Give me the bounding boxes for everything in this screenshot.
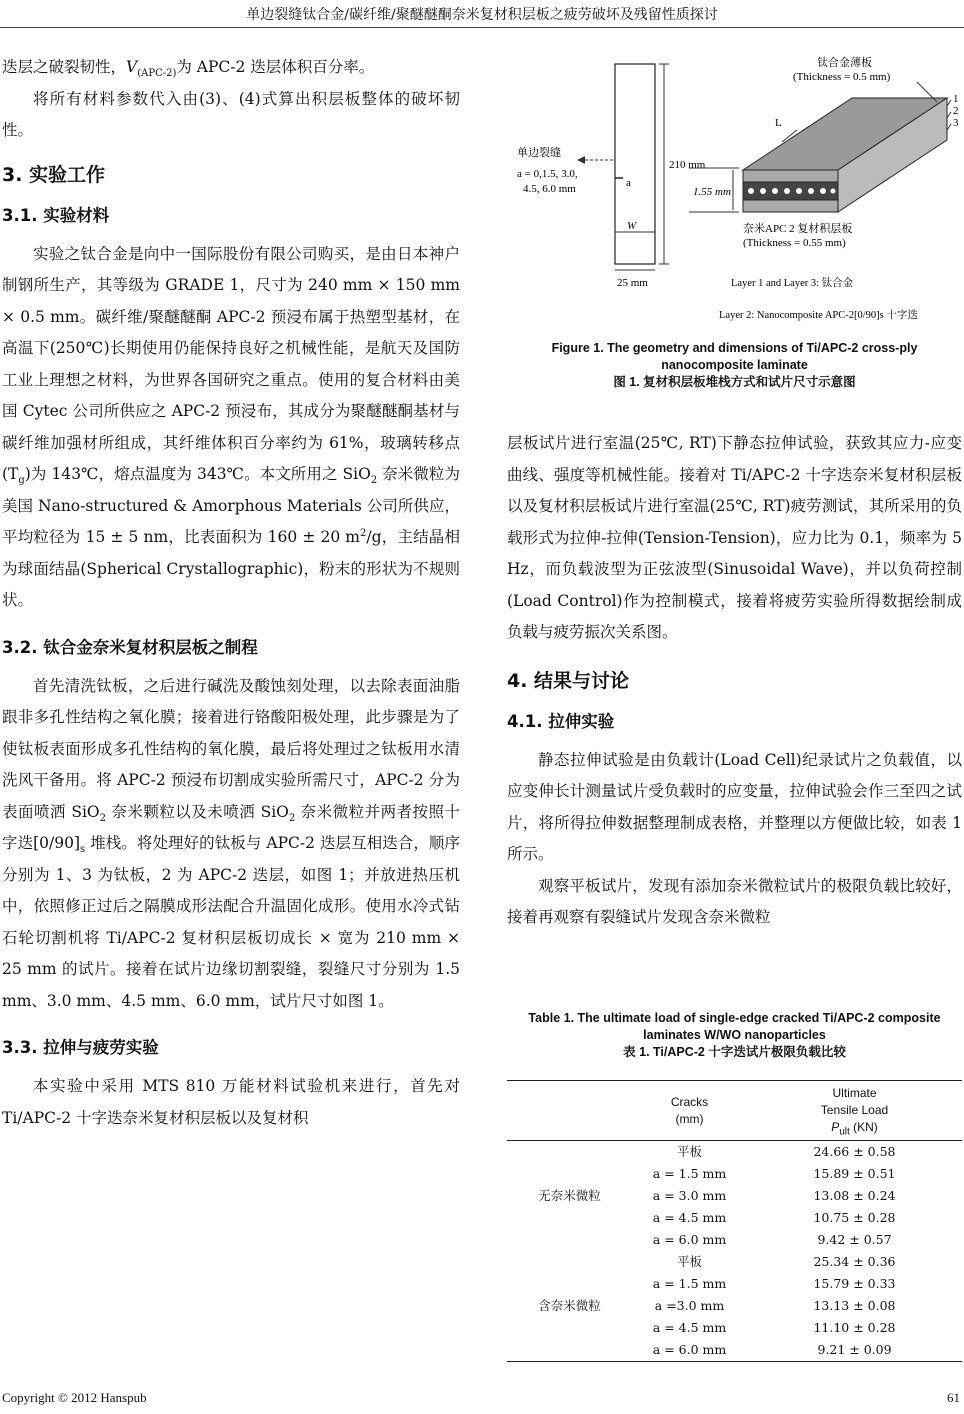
header-rule (0, 27, 964, 28)
laminate-diagram (507, 52, 962, 324)
table-cell: 10.75 ± 0.28 (813, 1210, 896, 1225)
figure-caption-en: Figure 1. The geometry and dimensions of Ti/APC-2 cross-ply nanocomposite laminate (551, 341, 918, 372)
paragraph: 将所有材料参数代入由(3)、(4)式算出积层板整体的破坏韧性。 (2, 89, 460, 139)
paragraph: 迭层之破裂韧性，$V_{(APC-2)}$为 APC-2 迭层体积百分率。 (2, 58, 375, 80)
section-heading-4: 4. 结果与讨论 (507, 669, 630, 692)
table-caption-zh: 表 1. Ti/APC-2 十字迭试片极限负载比较 (623, 1045, 846, 1059)
paragraph: 本实验中采用 MTS 810 万能材料试验机来进行，首先对 Ti/APC-2 十字迭奈米复材积层板以及复材积 (2, 1077, 460, 1127)
running-header: 单边裂缝钛合金/碳纤维/聚醚醚酮奈米复材积层板之疲劳破坏及残留性质探讨 (246, 7, 718, 23)
figure-caption-zh: 图 1. 复材积层板堆栈方式和试片尺寸示意图 (613, 375, 856, 389)
paragraph: 首先清洗钛板，之后进行碱洗及酸蚀刻处理，以去除表面油脂跟非多孔性结构之氧化膜；接着进行铬酸阳极处理，此步骤是为了使钛板表面形成多孔性结构的氧化膜，最后将处理过之钛板用水清洗风干备用。将 APC-2 预浸布切割成实验所需尺寸，APC-2 分为表面喷洒 SiO$_2$ 奈米颗粒以及未喷洒 SiO$_2$ 奈米微粒并两者按照十字迭$[0/90]_s$ 堆栈。将处理好的钛板与 APC-2 迭层互相迭合，顺序分别为 1、3 为钛板，2 为 APC-2 迭层，如图 1；并放进热压机中，依照修正过后之隔膜成形法配合升温固化成形。使用水冷式钻石轮切割机将 Ti/APC-2 复材积层板切成长 × 宽为 210 mm × 25 mm 的试片。接着在试片边缘切割裂缝，裂缝尺寸分别为 1.5 mm、3.0 mm、4.5 mm、6.0 mm，试片尺寸如图 1。 (2, 676, 460, 1010)
crack-label: 单边裂缝 (517, 147, 561, 159)
footer-page-number: 61 (947, 1390, 960, 1405)
section-heading-3: 3. 实验工作 (2, 163, 106, 186)
crack-sizes-2: 4.5, 6.0 mm (523, 183, 576, 195)
table-cell: 15.79 ± 0.33 (813, 1276, 896, 1291)
paragraph: 观察平板试片，发现有添加奈米微粒试片的极限负载比较好，接着再观察有裂缝试片发现含奈米微粒 (507, 876, 962, 926)
table-cell: a = 1.5 mm (652, 1276, 727, 1291)
layer-num-3: 3 (953, 117, 959, 129)
table-caption (507, 1010, 962, 1061)
table-cell: 24.66 ± 0.58 (813, 1144, 896, 1159)
figure-1 (507, 52, 962, 324)
paragraph: 静态拉伸试验是由负载计(Load Cell)纪录试片之负载值，以应变伸长计测量试片受负载时的应变量，拉伸试验会作三至四之试片，将所得拉伸数据整理制成表格，并整理以方便做比较，如表 1 所示。 (507, 750, 962, 863)
table-cell: 15.89 ± 0.51 (813, 1166, 896, 1181)
crack-arrow-head (577, 156, 585, 164)
right-column (507, 428, 962, 934)
table-cell: 9.42 ± 0.57 (817, 1232, 892, 1247)
figure-caption (507, 340, 962, 391)
layer-num-1: 1 (953, 93, 959, 105)
crack-a-label: a (626, 177, 631, 189)
left-column (2, 52, 460, 1134)
group-label: 含奈米微粒 (538, 1298, 601, 1313)
ti-sheet-thickness: (Thickness = 0.5 mm) (793, 71, 891, 83)
table-cell: a =3.0 mm (654, 1298, 725, 1313)
table-cell: 平板 (676, 1254, 702, 1269)
table-cell: a = 6.0 mm (652, 1342, 727, 1357)
table-cell: 13.13 ± 0.08 (813, 1298, 896, 1313)
table-cell: a = 6.0 mm (652, 1232, 727, 1247)
layer-num-2: 2 (953, 105, 959, 117)
nano-label: 奈米APC 2 复材积层板 (743, 223, 853, 235)
table-caption-en: Table 1. The ultimate load of single-edge cracked Ti/APC-2 composite laminates W/WO nanoparticles (528, 1011, 941, 1042)
section-heading-3-2: 3.2. 钛合金奈米复材积层板之制程 (2, 637, 258, 657)
crack-sizes-1: a = 0,1.5, 3.0, (517, 168, 578, 180)
l-label: L (775, 117, 782, 129)
table-cell: a = 1.5 mm (652, 1166, 727, 1181)
thickness-label: 1.55 mm (693, 186, 731, 198)
layer-3 (743, 200, 838, 212)
length-label: 210 mm (669, 159, 706, 171)
nano-thickness: (Thickness = 0.55 mm) (743, 237, 846, 249)
ti-sheet-label: 钛合金薄板 (817, 57, 872, 69)
paragraph: 层板试片进行室温(25℃, RT)下静态拉伸试验，获致其应力-应变曲线、强度等机械性能。接着对 Ti/APC-2 十字迭奈米复材积层板以及复材积层板试片进行室温(25℃, RT)疲劳测试，其所采用的负载形式为拉伸-拉伸(Tension-Tension)，应力比为 0.1，频率为 5 Hz，而负载波型为正弦波型(Sinusoidal Wave)，并以负荷控制(Load Control)作为控制模式，接着将疲劳实验所得数据绘制成负载与疲劳振次关系图。 (507, 434, 962, 641)
col-header-load: Ultimate Tensile Load $P_{ult}$ (KN) (820, 1086, 889, 1138)
col-header-cracks: Cracks (mm) (670, 1094, 709, 1126)
section-heading-3-3: 3.3. 拉伸与疲劳实验 (2, 1038, 159, 1057)
table-cell: 9.21 ± 0.09 (817, 1342, 892, 1357)
paragraph: 实验之钛合金是向中一国际股份有限公司购买，是由日本神户制钢所生产，其等级为 GRADE 1，尺寸为 240 mm × 150 mm × 0.5 mm。碳纤维/聚醚醚酮 APC-2 预浸布属于热塑型基材，在高温下(250℃)长期使用仍能保持良好之机械性能，是航天及国防工业上理想之材料，为世界各国研究之重点。使用的复合材料由美国 Cytec 公司所供应之 APC-2 预浸布，其成分为聚醚醚酮基材与碳纤维加强材所组成，其纤维体积百分率约为 61%，玻璃转移点$(T_g)$为 143℃，熔点温度为 343℃。本文所用之 SiO$_2$ 奈米微粒为美国 Nano-structured & Amorphous Materials 公司所供应，平均粒径为 15 ± 5 nm，比表面积为 160 ± 20 $m^2/g$，主结晶相为球面结晶(Spherical Crystallographic)，粉末的形状为不规则状。 (2, 244, 460, 609)
table-cell: 平板 (676, 1144, 702, 1159)
group-label: 无奈米微粒 (538, 1188, 601, 1203)
table-cell: 13.08 ± 0.24 (813, 1188, 896, 1203)
specimen-strip (615, 64, 655, 264)
layer-1 (743, 170, 838, 182)
layer13-label: Layer 1 and Layer 3: 钛合金 (731, 278, 854, 289)
section-heading-4-1: 4.1. 拉伸实验 (507, 711, 615, 731)
layer2-label: Layer 2: Nanocomposite APC-2[0/90]s 十字迭 (719, 310, 918, 321)
table-cell: a = 3.0 mm (652, 1188, 727, 1203)
section-heading-3-1: 3.1. 实验材料 (2, 205, 110, 225)
table-1 (507, 1080, 962, 1362)
table-cell: a = 4.5 mm (652, 1320, 727, 1335)
table-cell: 11.10 ± 0.28 (813, 1320, 896, 1335)
width-w-label: W (627, 220, 637, 232)
table-cell: 25.34 ± 0.36 (813, 1254, 896, 1269)
table-cell: a = 4.5 mm (652, 1210, 727, 1225)
width-label: 25 mm (617, 277, 648, 289)
footer-copyright: Copyright © 2012 Hanspub (2, 1390, 147, 1405)
